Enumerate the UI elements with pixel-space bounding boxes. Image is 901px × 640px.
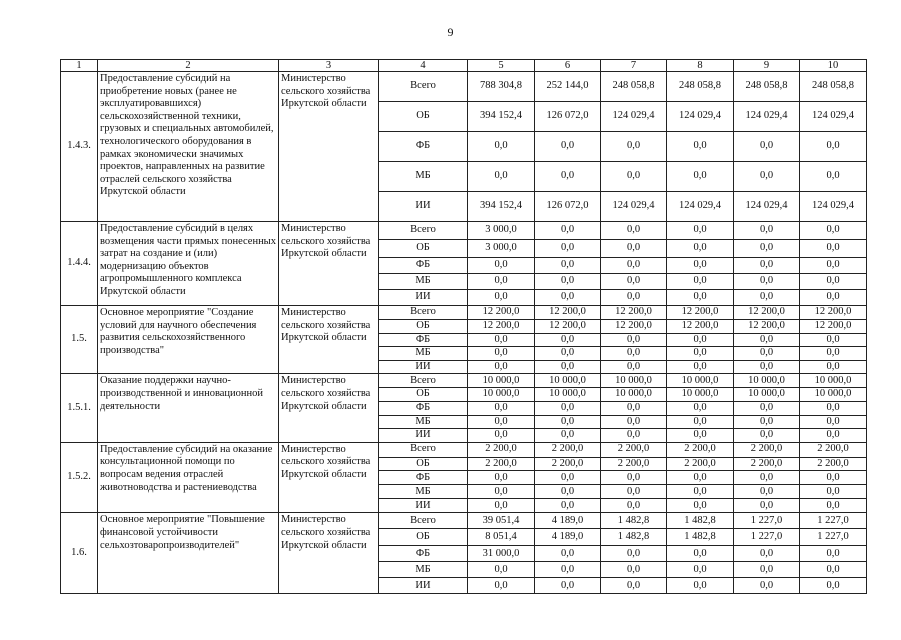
amount-cell: 124 029,4 [667,102,734,132]
amount-cell: 0,0 [535,162,601,192]
amount-cell: 0,0 [601,222,667,240]
amount-cell: 0,0 [667,578,734,594]
column-number: 1 [61,60,98,72]
amount-cell: 0,0 [535,546,601,562]
amount-cell: 124 029,4 [601,192,667,222]
amount-cell: 0,0 [601,485,667,499]
amount-cell: 0,0 [800,274,867,290]
amount-cell: 0,0 [667,485,734,499]
funding-source: ОБ [379,240,468,258]
amount-cell: 0,0 [667,333,734,347]
column-number: 3 [279,60,379,72]
funding-source: МБ [379,562,468,578]
table-row [61,442,867,457]
amount-cell: 0,0 [601,290,667,306]
amount-cell: 248 058,8 [601,72,667,102]
amount-cell: 0,0 [800,258,867,274]
page-number: 9 [447,25,454,39]
amount-cell: 0,0 [535,578,601,594]
amount-cell: 0,0 [601,274,667,290]
amount-cell: 126 072,0 [535,102,601,132]
amount-cell: 0,0 [800,499,867,513]
budget-table [60,59,867,594]
amount-cell: 0,0 [734,290,800,306]
item-executor: Министерство сельского хозяйства Иркутской области [279,442,379,513]
column-number: 10 [800,60,867,72]
amount-cell: 0,0 [800,562,867,578]
funding-source: Всего [379,374,468,388]
table-body [61,60,867,594]
amount-cell: 0,0 [667,415,734,429]
amount-cell: 0,0 [800,347,867,361]
amount-cell: 0,0 [535,274,601,290]
table-row [61,222,867,240]
amount-cell: 0,0 [800,333,867,347]
amount-cell: 0,0 [535,562,601,578]
amount-cell: 0,0 [734,240,800,258]
amount-cell: 0,0 [535,429,601,443]
amount-cell: 8 051,4 [468,529,535,546]
amount-cell: 788 304,8 [468,72,535,102]
amount-cell: 0,0 [734,347,800,361]
amount-cell: 248 058,8 [734,72,800,102]
amount-cell: 2 200,0 [800,457,867,471]
column-number: 8 [667,60,734,72]
funding-source: Всего [379,222,468,240]
amount-cell: 0,0 [667,546,734,562]
amount-cell: 1 482,8 [667,513,734,529]
amount-cell: 0,0 [800,360,867,374]
amount-cell: 10 000,0 [468,388,535,402]
amount-cell: 0,0 [468,360,535,374]
amount-cell: 0,0 [468,132,535,162]
amount-cell: 0,0 [667,562,734,578]
funding-source: ИИ [379,499,468,513]
item-code: 1.4.4. [61,222,98,306]
amount-cell: 0,0 [601,162,667,192]
amount-cell: 0,0 [468,429,535,443]
amount-cell: 0,0 [667,401,734,415]
amount-cell: 2 200,0 [667,457,734,471]
amount-cell: 0,0 [800,290,867,306]
amount-cell: 0,0 [734,562,800,578]
funding-source: ФБ [379,258,468,274]
amount-cell: 0,0 [800,471,867,485]
amount-cell: 0,0 [800,485,867,499]
amount-cell: 2 200,0 [601,457,667,471]
amount-cell: 0,0 [734,499,800,513]
funding-source: ОБ [379,529,468,546]
amount-cell: 0,0 [734,578,800,594]
amount-cell: 12 200,0 [800,320,867,334]
amount-cell: 2 200,0 [601,442,667,457]
amount-cell: 0,0 [734,485,800,499]
amount-cell: 0,0 [800,132,867,162]
item-name: Предоставление субсидий в целях возмещения части прямых понесенных затрат на создание и (или) модернизацию объектов агропромышленного комплекса Иркутской области [98,222,279,306]
amount-cell: 10 000,0 [535,374,601,388]
amount-cell: 0,0 [535,132,601,162]
funding-source: ФБ [379,471,468,485]
funding-source: ФБ [379,132,468,162]
amount-cell: 0,0 [667,499,734,513]
amount-cell: 12 200,0 [468,320,535,334]
amount-cell: 0,0 [601,333,667,347]
funding-source: ИИ [379,578,468,594]
amount-cell: 1 227,0 [800,513,867,529]
funding-source: МБ [379,274,468,290]
amount-cell: 0,0 [667,471,734,485]
amount-cell: 2 200,0 [468,442,535,457]
table-row [61,374,867,388]
amount-cell: 10 000,0 [535,388,601,402]
amount-cell: 124 029,4 [734,192,800,222]
amount-cell: 0,0 [601,240,667,258]
amount-cell: 0,0 [601,258,667,274]
amount-cell: 4 189,0 [535,513,601,529]
amount-cell: 10 000,0 [601,388,667,402]
funding-source: ИИ [379,290,468,306]
amount-cell: 124 029,4 [800,102,867,132]
amount-cell: 0,0 [601,347,667,361]
amount-cell: 0,0 [800,546,867,562]
amount-cell: 3 000,0 [468,222,535,240]
amount-cell: 0,0 [601,429,667,443]
item-code: 1.5.2. [61,442,98,513]
amount-cell: 12 200,0 [667,320,734,334]
amount-cell: 0,0 [468,290,535,306]
funding-source: МБ [379,415,468,429]
funding-source: ОБ [379,388,468,402]
amount-cell: 2 200,0 [535,442,601,457]
amount-cell: 0,0 [800,401,867,415]
amount-cell: 0,0 [667,258,734,274]
item-name: Основное мероприятие "Создание условий для научного обеспечения развития сельскохозяйственного производства" [98,306,279,374]
amount-cell: 248 058,8 [800,72,867,102]
column-number: 6 [535,60,601,72]
amount-cell: 2 200,0 [468,457,535,471]
amount-cell: 1 482,8 [601,529,667,546]
amount-cell: 10 000,0 [800,388,867,402]
amount-cell: 0,0 [734,546,800,562]
amount-cell: 12 200,0 [800,306,867,320]
amount-cell: 0,0 [734,274,800,290]
amount-cell: 0,0 [734,132,800,162]
amount-cell: 10 000,0 [667,374,734,388]
amount-cell: 12 200,0 [601,306,667,320]
amount-cell: 0,0 [800,240,867,258]
item-code: 1.4.3. [61,72,98,222]
amount-cell: 0,0 [535,240,601,258]
item-name: Основное мероприятие "Повышение финансовой устойчивости сельхозтоваропроизводителей" [98,513,279,594]
amount-cell: 2 200,0 [667,442,734,457]
amount-cell: 0,0 [667,290,734,306]
funding-source: ФБ [379,401,468,415]
amount-cell: 0,0 [734,429,800,443]
amount-cell: 0,0 [667,132,734,162]
item-executor: Министерство сельского хозяйства Иркутской области [279,306,379,374]
amount-cell: 248 058,8 [667,72,734,102]
funding-source: ОБ [379,102,468,132]
amount-cell: 0,0 [535,401,601,415]
funding-source: ИИ [379,429,468,443]
funding-source: ФБ [379,546,468,562]
column-number: 5 [468,60,535,72]
amount-cell: 126 072,0 [535,192,601,222]
amount-cell: 124 029,4 [667,192,734,222]
amount-cell: 394 152,4 [468,192,535,222]
table-row [61,513,867,529]
item-code: 1.5.1. [61,374,98,442]
amount-cell: 1 227,0 [800,529,867,546]
funding-source: Всего [379,513,468,529]
amount-cell: 1 482,8 [667,529,734,546]
amount-cell: 0,0 [601,471,667,485]
amount-cell: 0,0 [535,333,601,347]
amount-cell: 0,0 [800,415,867,429]
amount-cell: 0,0 [468,499,535,513]
amount-cell: 0,0 [535,415,601,429]
amount-cell: 0,0 [667,347,734,361]
amount-cell: 12 200,0 [535,306,601,320]
funding-source: ИИ [379,360,468,374]
item-name: Оказание поддержки научно-производственной и инновационной деятельности [98,374,279,442]
amount-cell: 12 200,0 [535,320,601,334]
amount-cell: 0,0 [800,429,867,443]
amount-cell: 12 200,0 [734,306,800,320]
item-executor: Министерство сельского хозяйства Иркутской области [279,374,379,442]
amount-cell: 0,0 [601,578,667,594]
amount-cell: 0,0 [800,222,867,240]
amount-cell: 31 000,0 [468,546,535,562]
amount-cell: 252 144,0 [535,72,601,102]
amount-cell: 10 000,0 [667,388,734,402]
funding-source: МБ [379,162,468,192]
column-number: 9 [734,60,800,72]
amount-cell: 0,0 [535,485,601,499]
amount-cell: 0,0 [468,578,535,594]
amount-cell: 0,0 [535,258,601,274]
amount-cell: 0,0 [468,485,535,499]
amount-cell: 0,0 [734,162,800,192]
amount-cell: 2 200,0 [734,457,800,471]
amount-cell: 0,0 [601,499,667,513]
column-number: 7 [601,60,667,72]
item-executor: Министерство сельского хозяйства Иркутской области [279,222,379,306]
amount-cell: 0,0 [667,222,734,240]
amount-cell: 2 200,0 [734,442,800,457]
amount-cell: 0,0 [601,415,667,429]
amount-cell: 10 000,0 [734,388,800,402]
amount-cell: 0,0 [734,258,800,274]
amount-cell: 12 200,0 [601,320,667,334]
funding-source: ИИ [379,192,468,222]
amount-cell: 0,0 [535,290,601,306]
column-number: 2 [98,60,279,72]
amount-cell: 0,0 [734,222,800,240]
amount-cell: 12 200,0 [667,306,734,320]
amount-cell: 0,0 [468,347,535,361]
amount-cell: 0,0 [535,222,601,240]
funding-source: ОБ [379,457,468,471]
column-number: 4 [379,60,468,72]
amount-cell: 0,0 [734,415,800,429]
amount-cell: 124 029,4 [800,192,867,222]
funding-source: Всего [379,442,468,457]
funding-source: ФБ [379,333,468,347]
amount-cell: 0,0 [535,347,601,361]
amount-cell: 0,0 [667,429,734,443]
amount-cell: 0,0 [468,274,535,290]
amount-cell: 0,0 [601,401,667,415]
amount-cell: 10 000,0 [468,374,535,388]
amount-cell: 10 000,0 [800,374,867,388]
item-code: 1.5. [61,306,98,374]
amount-cell: 124 029,4 [734,102,800,132]
amount-cell: 1 482,8 [601,513,667,529]
amount-cell: 0,0 [734,471,800,485]
amount-cell: 39 051,4 [468,513,535,529]
amount-cell: 0,0 [468,258,535,274]
amount-cell: 0,0 [667,240,734,258]
amount-cell: 2 200,0 [800,442,867,457]
amount-cell: 0,0 [734,360,800,374]
amount-cell: 0,0 [667,360,734,374]
table-row [61,306,867,320]
amount-cell: 124 029,4 [601,102,667,132]
funding-source: МБ [379,485,468,499]
funding-source: МБ [379,347,468,361]
item-executor: Министерство сельского хозяйства Иркутской области [279,513,379,594]
amount-cell: 10 000,0 [734,374,800,388]
amount-cell: 0,0 [468,562,535,578]
amount-cell: 1 227,0 [734,513,800,529]
amount-cell: 1 227,0 [734,529,800,546]
item-executor: Министерство сельского хозяйства Иркутской области [279,72,379,222]
item-name: Предоставление субсидий на приобретение новых (ранее не эксплуатировавшихся) сельскохозяйственной техники, грузовых и специальных автомобилей, технологического оборудования в рамках экономически значимых проектов, направленных на развитие отраслей сельского хозяйства Иркутской области [98,72,279,222]
table-row [61,72,867,102]
amount-cell: 0,0 [601,562,667,578]
amount-cell: 394 152,4 [468,102,535,132]
amount-cell: 12 200,0 [734,320,800,334]
funding-source: Всего [379,72,468,102]
amount-cell: 3 000,0 [468,240,535,258]
amount-cell: 0,0 [468,401,535,415]
amount-cell: 0,0 [667,162,734,192]
item-name: Предоставление субсидий на оказание консультационной помощи по вопросам ведения отраслей животноводства и растениеводства [98,442,279,513]
amount-cell: 0,0 [800,578,867,594]
amount-cell: 0,0 [800,162,867,192]
amount-cell: 2 200,0 [535,457,601,471]
column-number-row [61,60,867,72]
amount-cell: 0,0 [601,360,667,374]
amount-cell: 0,0 [535,471,601,485]
amount-cell: 4 189,0 [535,529,601,546]
funding-source: ОБ [379,320,468,334]
amount-cell: 0,0 [734,401,800,415]
amount-cell: 0,0 [601,132,667,162]
amount-cell: 0,0 [601,546,667,562]
amount-cell: 0,0 [734,333,800,347]
amount-cell: 10 000,0 [601,374,667,388]
amount-cell: 0,0 [468,333,535,347]
amount-cell: 0,0 [468,162,535,192]
amount-cell: 0,0 [468,415,535,429]
amount-cell: 12 200,0 [468,306,535,320]
item-code: 1.6. [61,513,98,594]
amount-cell: 0,0 [667,274,734,290]
amount-cell: 0,0 [535,499,601,513]
funding-source: Всего [379,306,468,320]
amount-cell: 0,0 [468,471,535,485]
amount-cell: 0,0 [535,360,601,374]
